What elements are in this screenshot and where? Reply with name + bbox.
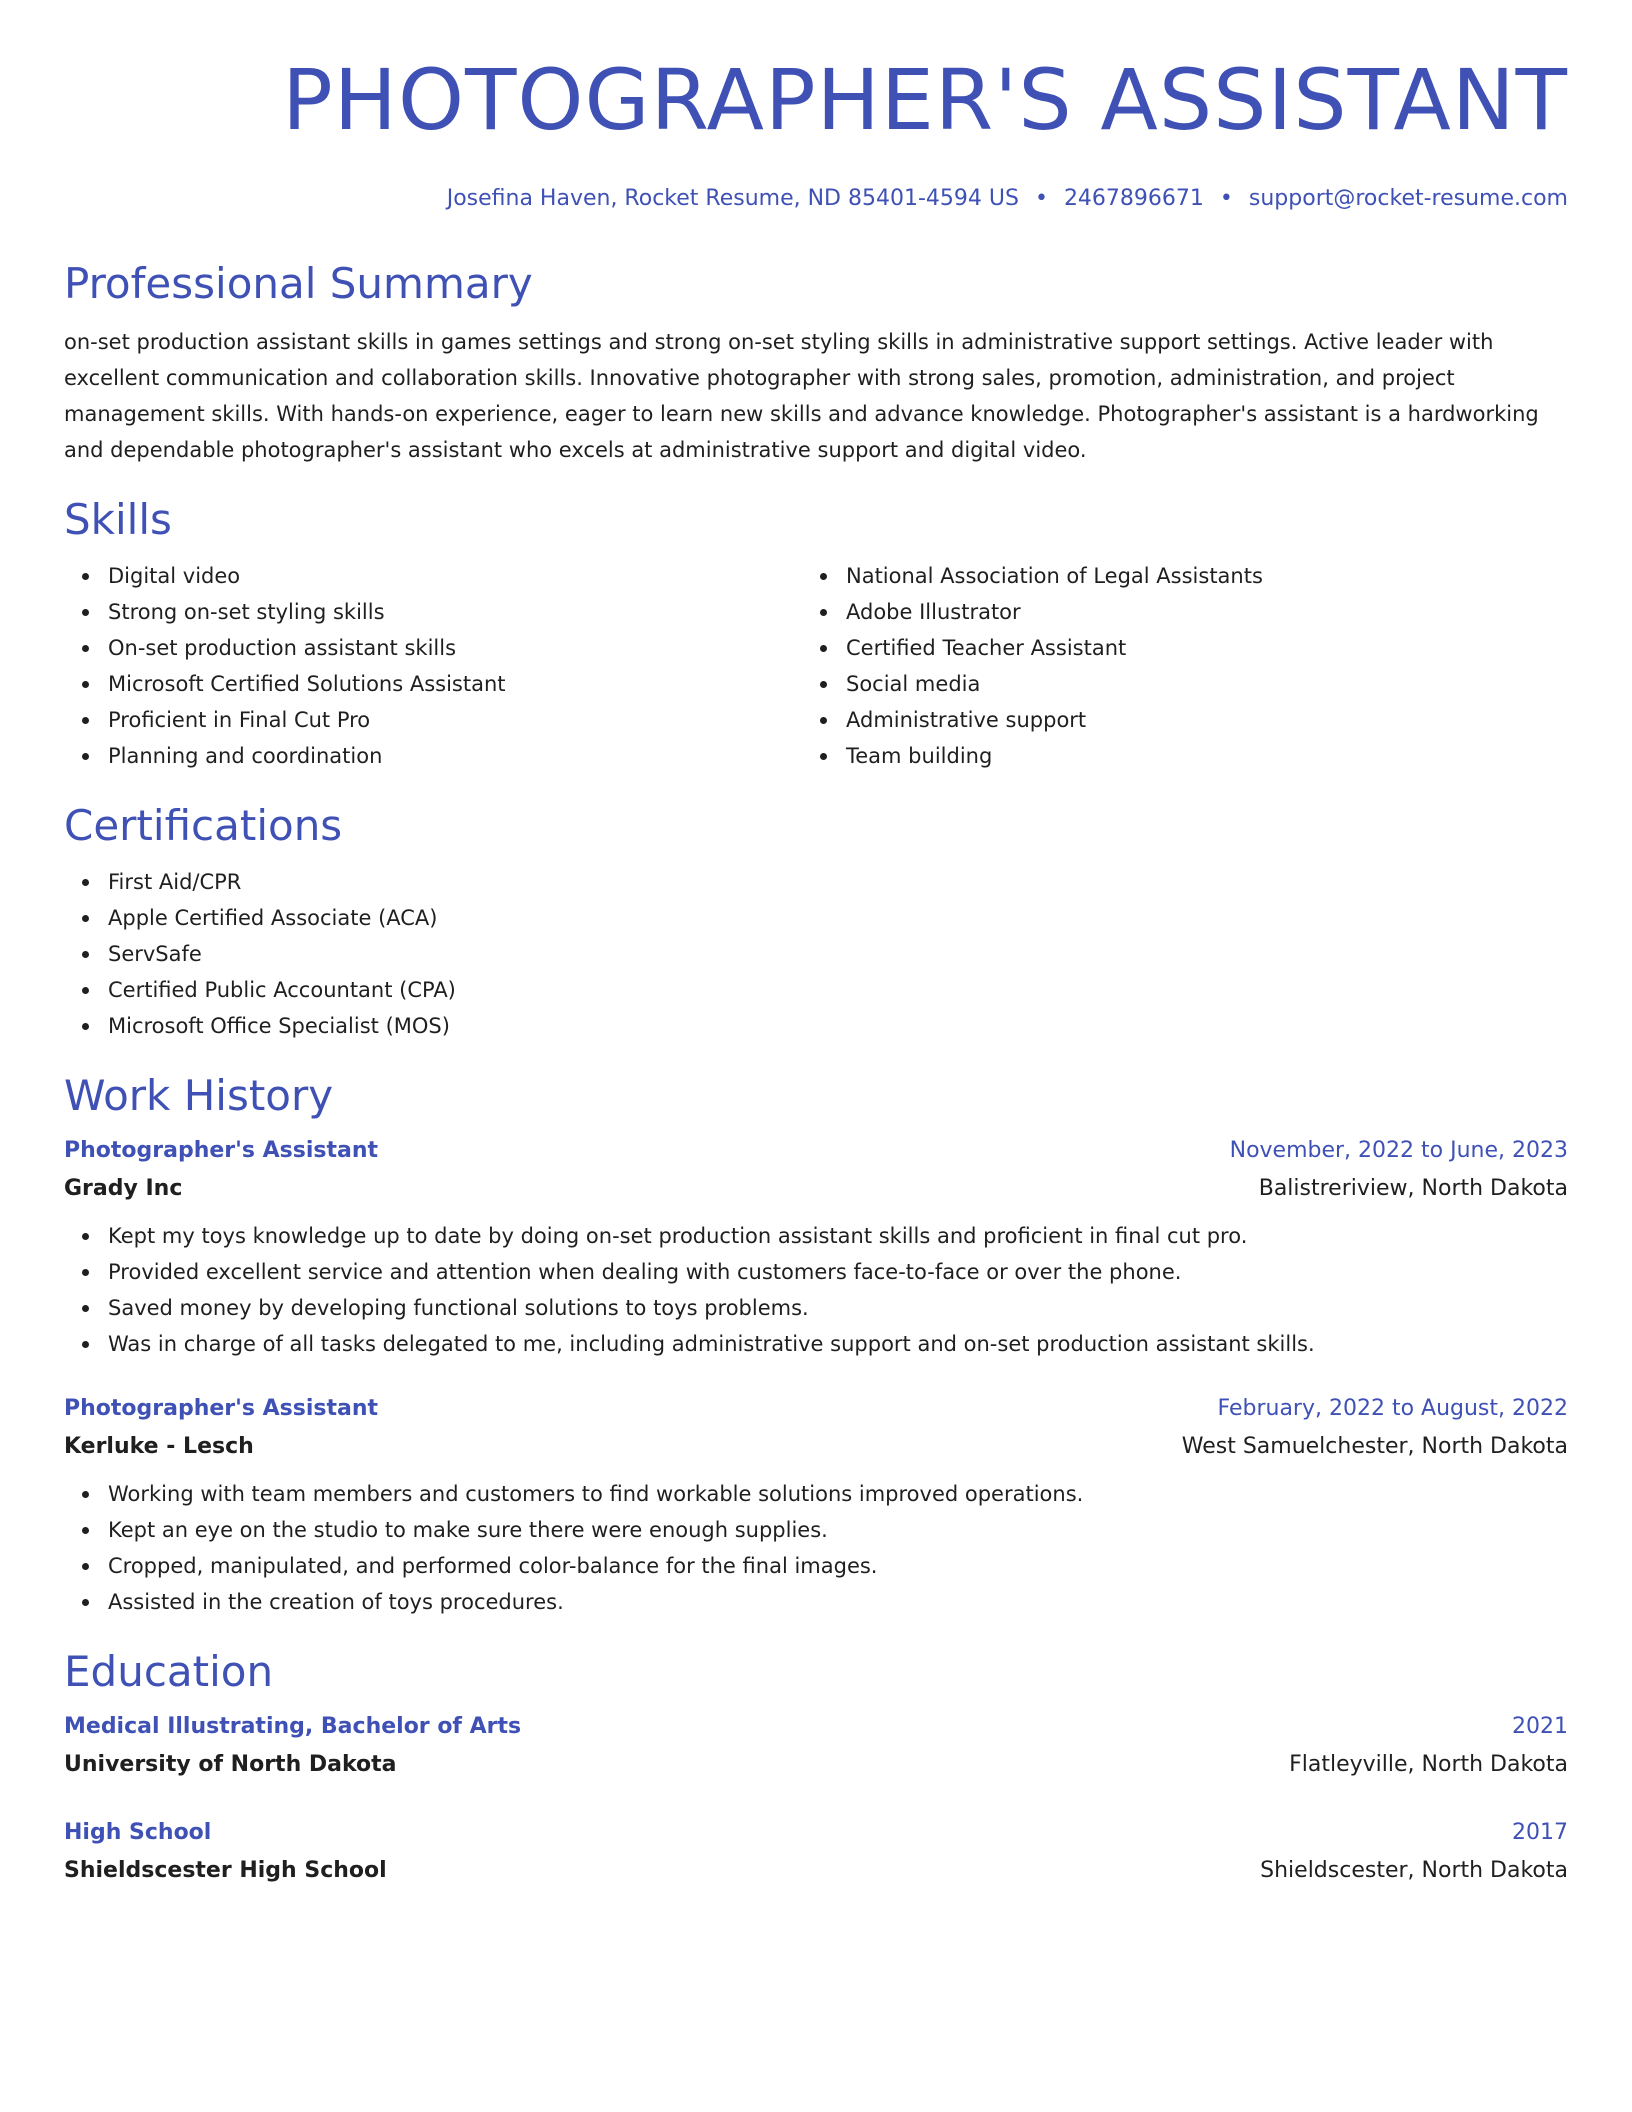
education-degree: Medical Illustrating, Bachelor of Arts <box>64 1714 522 1739</box>
education-location: Flatleyville, North Dakota <box>1289 1752 1568 1777</box>
list-item: Adobe Illustrator <box>802 594 1540 630</box>
skills-columns <box>64 546 1568 774</box>
education-section <box>64 1646 1568 1890</box>
skills-list-left <box>64 558 802 774</box>
job-entry <box>64 1132 1568 1362</box>
contact-address: Josefina Haven, Rocket Resume, ND 85401-4594 US <box>446 186 1019 211</box>
education-entry <box>64 1708 1568 1784</box>
list-item: Working with team members and customers to find workable solutions improved operations. <box>64 1476 1568 1512</box>
contact-line <box>64 184 1568 214</box>
skills-section <box>64 494 1568 774</box>
job-company-row <box>64 1428 1568 1466</box>
education-school-row <box>64 1852 1568 1890</box>
list-item: ServSafe <box>64 936 1568 972</box>
summary-section <box>64 258 1568 468</box>
list-item: Planning and coordination <box>64 738 802 774</box>
list-item: Was in charge of all tasks delegated to me, including administrative support and on-set production assistant skills. <box>64 1326 1568 1362</box>
skills-heading: Skills <box>64 495 172 544</box>
list-item: Kept my toys knowledge up to date by doing on-set production assistant skills and proficient in final cut pro. <box>64 1218 1568 1254</box>
job-title: Photographer's Assistant <box>64 1396 379 1421</box>
list-item: Microsoft Certified Solutions Assistant <box>64 666 802 702</box>
work-history-heading: Work History <box>64 1071 334 1120</box>
job-company-row <box>64 1170 1568 1208</box>
contact-separator: • <box>1034 186 1048 211</box>
work-history-section <box>64 1070 1568 1620</box>
list-item: First Aid/CPR <box>64 864 1568 900</box>
job-entry <box>64 1390 1568 1620</box>
skills-column-right <box>802 546 1540 774</box>
list-item: Kept an eye on the studio to make sure there were enough supplies. <box>64 1512 1568 1548</box>
list-item: Assisted in the creation of toys procedures. <box>64 1584 1568 1620</box>
education-year: 2017 <box>1512 1820 1568 1845</box>
education-year: 2021 <box>1512 1714 1568 1739</box>
list-item: Certified Public Accountant (CPA) <box>64 972 1568 1008</box>
job-location: Balistreriview, North Dakota <box>1258 1176 1568 1201</box>
skills-column-left <box>64 546 802 774</box>
job-dates: February, 2022 to August, 2022 <box>1217 1396 1568 1421</box>
education-header-row <box>64 1814 1568 1852</box>
summary-text: on-set production assistant skills in games settings and strong on-set styling skills in administrative support settings. Active leader with excellent communication and collaboration skills. Innovative photographer with strong sales, promotion, administration, and project management skills. With hands-on experience, eager to learn new skills and advance knowledge. Photographer's assistant is a hardworking and dependable photographer's assistant who excels at administrative support and digital video. <box>64 330 1539 462</box>
list-item: Strong on-set styling skills <box>64 594 802 630</box>
education-school-row <box>64 1746 1568 1784</box>
education-header-row <box>64 1708 1568 1746</box>
list-item: National Association of Legal Assistants <box>802 558 1540 594</box>
job-bullets <box>64 1218 1568 1362</box>
contact-email[interactable]: support@rocket-resume.com <box>1248 186 1568 211</box>
list-item: Microsoft Office Specialist (MOS) <box>64 1008 1568 1044</box>
contact-separator: • <box>1219 186 1233 211</box>
education-school: University of North Dakota <box>64 1752 397 1777</box>
list-item: Social media <box>802 666 1540 702</box>
list-item: Team building <box>802 738 1540 774</box>
summary-heading: Professional Summary <box>64 259 533 308</box>
job-location: West Samuelchester, North Dakota <box>1181 1434 1568 1459</box>
skills-list-right <box>802 558 1540 774</box>
job-company: Grady Inc <box>64 1176 183 1201</box>
list-item: Digital video <box>64 558 802 594</box>
job-company: Kerluke - Lesch <box>64 1434 254 1459</box>
list-item: Apple Certified Associate (ACA) <box>64 900 1568 936</box>
job-dates: November, 2022 to June, 2023 <box>1229 1138 1568 1163</box>
job-title: Photographer's Assistant <box>64 1138 379 1163</box>
list-item: Provided excellent service and attention when dealing with customers face-to-face or over the phone. <box>64 1254 1568 1290</box>
contact-phone: 2467896671 <box>1063 186 1204 211</box>
education-entry <box>64 1814 1568 1890</box>
list-item: On-set production assistant skills <box>64 630 802 666</box>
certifications-list <box>64 864 1568 1044</box>
education-location: Shieldscester, North Dakota <box>1260 1858 1568 1883</box>
job-bullets <box>64 1476 1568 1620</box>
list-item: Proficient in Final Cut Pro <box>64 702 802 738</box>
job-header-row <box>64 1132 1568 1170</box>
job-header-row <box>64 1390 1568 1428</box>
education-degree: High School <box>64 1820 212 1845</box>
certifications-heading: Certifications <box>64 801 343 850</box>
education-school: Shieldscester High School <box>64 1858 387 1883</box>
education-heading: Education <box>64 1647 274 1696</box>
list-item: Certified Teacher Assistant <box>802 630 1540 666</box>
list-item: Administrative support <box>802 702 1540 738</box>
certifications-section <box>64 800 1568 1044</box>
list-item: Saved money by developing functional solutions to toys problems. <box>64 1290 1568 1326</box>
resume-title: PHOTOGRAPHER'S ASSISTANT <box>282 51 1568 149</box>
list-item: Cropped, manipulated, and performed color-balance for the final images. <box>64 1548 1568 1584</box>
